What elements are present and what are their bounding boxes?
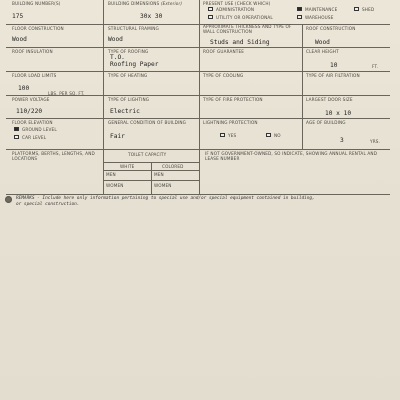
remarks-line-1: REMARKS - Include here only information pertaining to special use and/or special equipment contained in building, (16, 196, 315, 201)
fire-protection-label: TYPE OF FIRE PROTECTION (203, 97, 263, 102)
row-divider (6, 149, 390, 150)
checkbox-administration[interactable] (208, 7, 213, 11)
checkbox-maintenance[interactable] (297, 7, 302, 11)
row-divider (6, 24, 390, 25)
age-of-building-value: 3 (340, 137, 344, 144)
col-divider (103, 149, 104, 194)
row-divider (103, 170, 199, 171)
checkbox-shed[interactable] (354, 7, 359, 11)
checkbox-ground-level[interactable] (14, 127, 19, 131)
floor-elevation-label: FLOOR ELEVATION (12, 120, 53, 125)
roof-construction-value: Wood (315, 39, 330, 46)
roof-guarantee-label: ROOF GUARANTEE (203, 49, 245, 54)
building-number-label: BUILDING NUMBER(S) (12, 1, 61, 6)
option-lightning-yes: YES (228, 133, 237, 138)
col-divider (302, 24, 303, 149)
type-of-roofing-line1: T.O. (110, 54, 125, 61)
roof-insulation-label: ROOF INSULATION (12, 49, 53, 54)
option-utility: UTILITY OR OPERATIONAL (216, 15, 273, 20)
option-maintenance: MAINTENANCE (305, 7, 338, 12)
building-number-value: 175 (12, 13, 24, 20)
row-divider (103, 162, 199, 163)
largest-door-label: LARGEST DOOR SIZE (306, 97, 353, 102)
col-divider (199, 24, 200, 149)
checkbox-lightning-no[interactable] (266, 133, 271, 137)
row-divider (6, 194, 390, 195)
toilet-row-women-white: WOMEN (106, 183, 124, 188)
general-condition-value: Fair (110, 133, 125, 140)
option-shed: SHED (362, 7, 375, 12)
wall-construction-label: APPROXIMATE THICKNESS AND TYPE OF WALL CONSTRUCTION (203, 24, 292, 34)
clear-height-unit: FT. (372, 64, 379, 69)
structural-framing-label: STRUCTURAL FRAMING (108, 26, 159, 31)
remarks-line-2: or special construction. (16, 202, 80, 207)
option-warehouse: WAREHOUSE (305, 15, 334, 20)
age-of-building-unit: YRS. (370, 139, 381, 144)
structural-framing-value: Wood (108, 36, 123, 43)
largest-door-value: 10 x 10 (325, 110, 352, 117)
building-dimensions-value: 30x 30 (140, 13, 163, 20)
lighting-label: TYPE OF LIGHTING (108, 97, 150, 102)
power-voltage-label: POWER VOLTAGE (12, 97, 50, 102)
row-divider (6, 47, 390, 48)
cooling-label: TYPE OF COOLING (203, 73, 244, 78)
checkbox-warehouse[interactable] (297, 15, 302, 19)
floor-load-unit: LBS. PER SQ. FT. (48, 91, 85, 96)
type-of-roofing-label: TYPE OF ROOFING (108, 49, 149, 54)
col-divider (199, 149, 200, 194)
checkbox-lightning-yes[interactable] (220, 133, 225, 137)
platforms-label: PLATFORMS, BERTHS, LENGTHS, AND LOCATIONS (12, 151, 95, 161)
toilet-row-men-white: MEN (106, 172, 116, 177)
toilet-col-colored: COLORED (162, 164, 184, 169)
option-lightning-no: NO (274, 133, 281, 138)
clear-height-label: CLEAR HEIGHT (306, 49, 339, 54)
clear-height-value: 10 (330, 62, 338, 69)
checkbox-utility[interactable] (208, 15, 213, 19)
row-divider (103, 180, 199, 181)
toilet-row-men-colored: MEN (154, 172, 164, 177)
row-divider (6, 71, 390, 72)
not-gov-owned-label: IF NOT GOVERNMENT-OWNED, SO INDICATE, SHOWING ANNUAL RENTAL AND LEASE NUMBER (205, 151, 378, 161)
roof-construction-label: ROOF CONSTRUCTION (306, 26, 356, 31)
row-divider (6, 118, 390, 119)
type-of-roofing-line2: Roofing Paper (110, 61, 159, 68)
option-car-level: CAR LEVEL (22, 135, 47, 140)
lightning-protection-label: LIGHTNING PROTECTION (203, 120, 258, 125)
toilet-col-white: WHITE (120, 164, 135, 169)
floor-load-label: FLOOR LOAD LIMITS (12, 73, 57, 78)
wall-construction-value: Studs and Siding (210, 39, 270, 46)
col-divider (151, 162, 152, 194)
power-voltage-value: 110/220 (16, 108, 43, 115)
option-administration: ADMINISTRATION (216, 7, 255, 12)
floor-construction-value: Wood (12, 36, 27, 43)
general-condition-label: GENERAL CONDITION OF BUILDING (108, 120, 187, 125)
lighting-value: Electric (110, 108, 140, 115)
col-divider (103, 0, 104, 149)
heating-label: TYPE OF HEATING (108, 73, 148, 78)
col-divider (199, 0, 200, 24)
floor-load-value: 100 (18, 85, 30, 92)
floor-construction-label: FLOOR CONSTRUCTION (12, 26, 64, 31)
checkbox-car-level[interactable] (14, 135, 19, 139)
age-of-building-label: AGE OF BUILDING (306, 120, 346, 125)
air-filtration-label: TYPE OF AIR FILTRATION (306, 73, 360, 78)
option-ground-level: GROUND LEVEL (22, 127, 57, 132)
toilet-capacity-label: TOILET CAPACITY (128, 152, 167, 157)
building-dimensions-label: BUILDING DIMENSIONS (Exterior) (108, 1, 183, 6)
toilet-row-women-colored: WOMEN (154, 183, 172, 188)
punch-hole (5, 196, 12, 203)
present-use-label: PRESENT USE (CHECK WHICH) (203, 1, 271, 6)
